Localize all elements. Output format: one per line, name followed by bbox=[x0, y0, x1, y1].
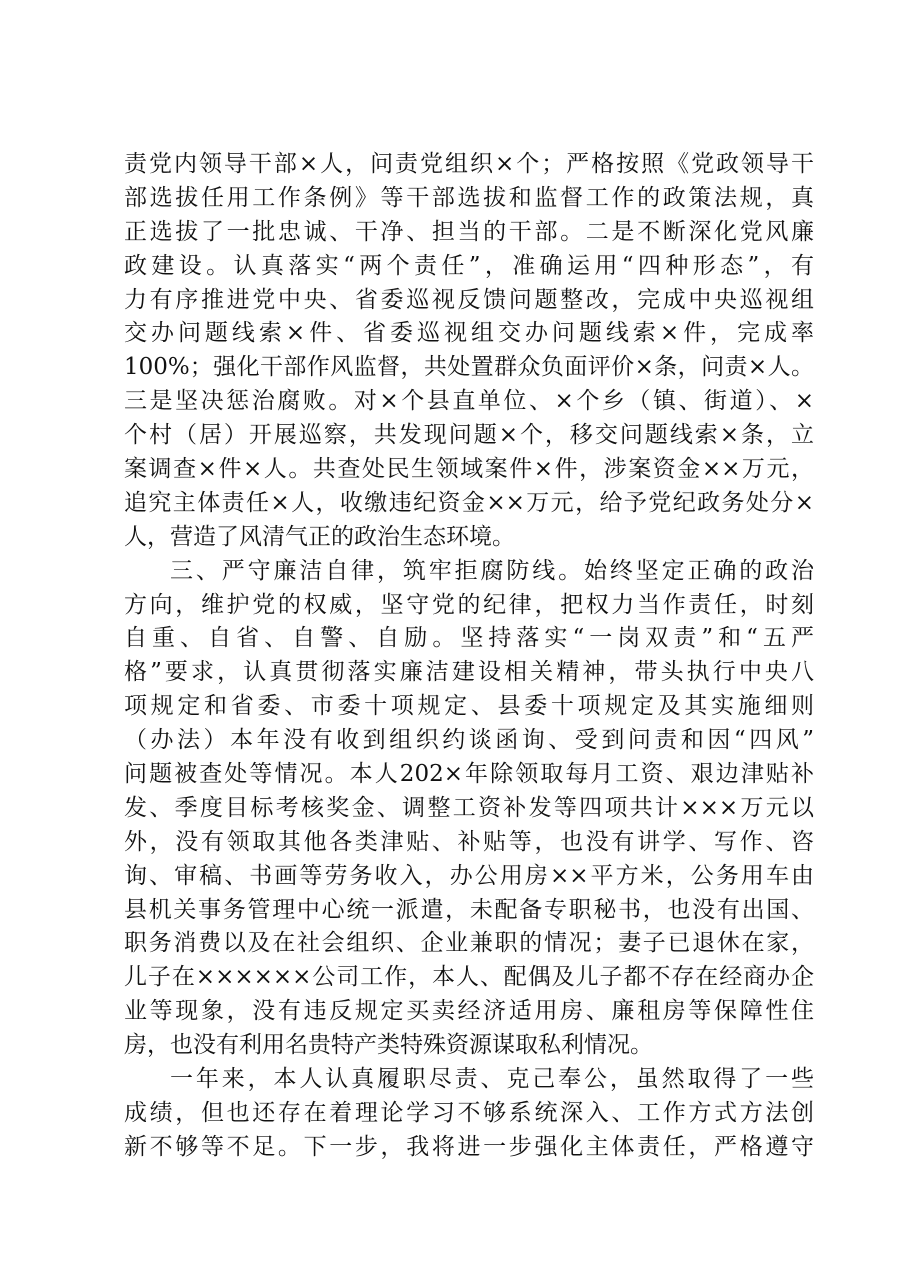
text-line: 自重、自省、自警、自励。坚持落实“一岗双责”和“五严 bbox=[124, 625, 814, 652]
paragraph-first-line: 三、严守廉洁自律，筑牢拒腐防线。始终坚定正确的政治 bbox=[170, 557, 814, 584]
text-line: 发、季度目标考核奖金、调整工资补发等四项共计×××万元以 bbox=[124, 794, 814, 821]
text-line: 项规定和省委、市委十项规定、县委十项规定及其实施细则 bbox=[124, 693, 814, 720]
text-line: 力有序推进党中央、省委巡视反馈问题整改，完成中央巡视组 bbox=[124, 286, 814, 313]
paragraph-first-line: 一年来，本人认真履职尽责、克己奉公，虽然取得了一些 bbox=[170, 1066, 814, 1093]
text-line: 交办问题线索×件、省委巡视组交办问题线索×件，完成率 bbox=[124, 320, 814, 347]
text-line: 部选拔任用工作条例》等干部选拔和监督工作的政策法规，真 bbox=[124, 184, 814, 211]
text-line: 方向，维护党的权威，坚守党的纪律，把权力当作责任，时刻 bbox=[124, 591, 814, 618]
text-line: 人，营造了风清气正的政治生态环境。 bbox=[124, 523, 515, 550]
text-line: 责党内领导干部×人，问责党组织×个；严格按照《党政领导干 bbox=[124, 151, 814, 177]
text-line: 案调查×件×人。共查处民生领域案件×件，涉案资金××万元， bbox=[124, 456, 814, 483]
text-line: 追究主体责任×人，收缴违纪资金××万元，给予党纪政务处分× bbox=[124, 489, 814, 516]
text-line: （办法）本年没有收到组织约谈函询、受到问责和因“四风” bbox=[124, 727, 814, 754]
text-line: 业等现象，没有违反规定买卖经济适用房、廉租房等保障性住 bbox=[124, 998, 814, 1025]
text-line: 新不够等不足。下一步，我将进一步强化主体责任，严格遵守 bbox=[124, 1133, 814, 1160]
text-line: 个村（居）开展巡察，共发现问题×个，移交问题线索×条，立 bbox=[124, 422, 814, 449]
document-body bbox=[124, 148, 814, 1165]
text-line: 询、审稿、书画等劳务收入，办公用房××平方米，公务用车由 bbox=[124, 862, 814, 889]
text-line: 三是坚决惩治腐败。对×个县直单位、×个乡（镇、街道）、× bbox=[124, 388, 814, 415]
text-line: 儿子在××××××公司工作，本人、配偶及儿子都不存在经商办企 bbox=[124, 964, 814, 991]
text-line: 职务消费以及在社会组织、企业兼职的情况；妻子已退休在家， bbox=[124, 930, 814, 957]
text-line: 房，也没有利用名贵特产类特殊资源谋取私利情况。 bbox=[124, 1032, 653, 1059]
text-line: 县机关事务管理中心统一派遣，未配备专职秘书，也没有出国、 bbox=[124, 896, 814, 923]
text-line: 格”要求，认真贯彻落实廉洁建设相关精神，带头执行中央八 bbox=[124, 659, 814, 686]
text-line: 100%；强化干部作风监督，共处置群众负面评价×条，问责×人。 bbox=[124, 354, 814, 381]
text-line: 政建设。认真落实“两个责任”，准确运用“四种形态”，有 bbox=[124, 252, 814, 279]
text-line: 成绩，但也还存在着理论学习不够系统深入、工作方式方法创 bbox=[124, 1099, 814, 1126]
text-line: 正选拔了一批忠诚、干净、担当的干部。二是不断深化党风廉 bbox=[124, 218, 814, 245]
text-line: 问题被查处等情况。本人202×年除领取每月工资、艰边津贴补 bbox=[124, 761, 814, 788]
text-line: 外，没有领取其他各类津贴、补贴等，也没有讲学、写作、咨 bbox=[124, 828, 814, 855]
